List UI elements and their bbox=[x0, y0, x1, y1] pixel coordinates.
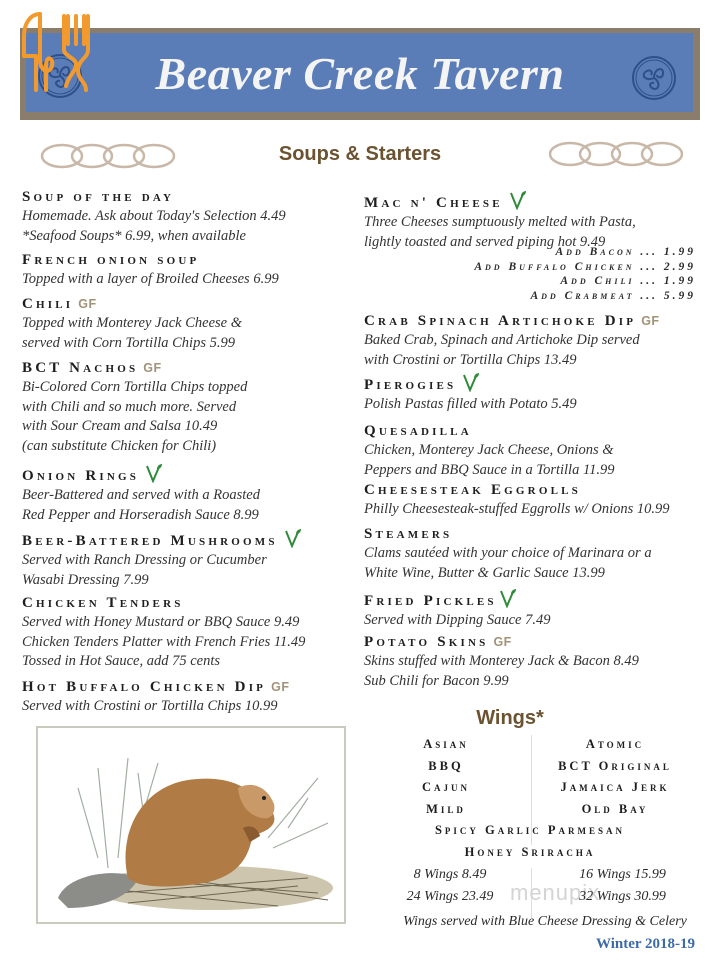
wing-price: 16 Wings 15.99 bbox=[579, 867, 666, 882]
vegetarian-leaf-icon bbox=[145, 463, 163, 483]
menu-item bbox=[364, 422, 704, 480]
addon-chili: Add Chili ... 1.99 bbox=[560, 275, 696, 287]
wing-price: 32 Wings 30.99 bbox=[579, 889, 666, 904]
item-description: Served with Dipping Sauce 7.49 bbox=[364, 612, 551, 628]
wing-flavor: Cajun bbox=[421, 780, 471, 794]
wing-prices-left bbox=[395, 864, 505, 908]
wing-flavor: Asian bbox=[423, 737, 469, 751]
item-name: Cheesesteak Eggrolls bbox=[364, 482, 581, 498]
item-name: Soup of the day bbox=[22, 189, 175, 205]
wing-flavor: Jamaica Jerk bbox=[560, 780, 670, 794]
gluten-free-badge: GF bbox=[493, 635, 512, 649]
wing-flavor: Atomic bbox=[585, 737, 645, 751]
wing-price: 24 Wings 23.49 bbox=[406, 889, 494, 904]
item-description: Baked Crab, Spinach and Artichoke Dip served with Crostini or Tortilla Chips 13.49 bbox=[364, 332, 640, 368]
wing-flavor: Old Bay bbox=[581, 801, 649, 816]
menu-item bbox=[364, 372, 704, 415]
item-description: Homemade. Ask about Today's Selection 4.49 *Seafood Soups* 6.99, when available bbox=[22, 208, 286, 244]
item-name: Quesadilla bbox=[364, 423, 472, 439]
menu-item bbox=[364, 190, 704, 252]
menu-item bbox=[364, 525, 704, 583]
item-description: Polish Pastas filled with Potato 5.49 bbox=[364, 396, 577, 412]
gluten-free-badge: GF bbox=[78, 297, 97, 311]
item-name: French onion soup bbox=[22, 252, 200, 268]
section-title-soups-starters: Soups & Starters bbox=[278, 143, 442, 165]
item-description: Chicken, Monterey Jack Cheese, Onions & Peppers and BBQ Sauce in a Tortilla 11.99 bbox=[364, 442, 615, 478]
wing-prices-right bbox=[560, 864, 685, 908]
vegetarian-leaf-icon bbox=[462, 372, 480, 392]
addon-list bbox=[400, 245, 696, 303]
wing-price: 8 Wings 8.49 bbox=[413, 867, 487, 882]
wing-flavor: Mild bbox=[426, 801, 466, 816]
item-description: Philly Cheesesteak-stuffed Eggrolls w/ Onions 10.99 bbox=[364, 501, 670, 517]
item-name: Fried Pickles bbox=[364, 593, 497, 609]
watermark: menupix bbox=[510, 880, 601, 905]
wing-flavor: Spicy Garlic Parmesan bbox=[434, 823, 626, 837]
item-description: Topped with Monterey Jack Cheese & served with Corn Tortilla Chips 5.99 bbox=[22, 315, 242, 351]
item-description: Clams sautéed with your choice of Marinara or a White Wine, Butter & Garlic Sauce 13.99 bbox=[364, 545, 652, 581]
menu-item bbox=[22, 188, 362, 246]
item-description: Beer-Battered and served with a Roasted Red Pepper and Horseradish Sauce 8.99 bbox=[22, 487, 260, 523]
item-description: Served with Crostini or Tortilla Chips 10.99 bbox=[22, 698, 278, 714]
item-description: Skins stuffed with Monterey Jack & Bacon 8.49 Sub Chili for Bacon 9.99 bbox=[364, 653, 639, 689]
menu-item bbox=[22, 678, 362, 717]
menu-item bbox=[22, 295, 362, 353]
restaurant-name: Beaver Creek Tavern bbox=[155, 48, 565, 99]
wing-flavors-left bbox=[396, 734, 496, 820]
item-name: Chicken Tenders bbox=[22, 595, 184, 611]
item-description: Topped with a layer of Broiled Cheeses 6.99 bbox=[22, 271, 279, 287]
gluten-free-badge: GF bbox=[641, 314, 660, 328]
beaver-illustration-frame bbox=[36, 726, 346, 924]
wing-flavors-right bbox=[540, 734, 690, 820]
menu-item bbox=[22, 359, 362, 456]
item-name: Pierogies bbox=[364, 377, 457, 393]
item-name: BCT Nachos bbox=[22, 360, 139, 376]
item-name: Hot Buffalo Chicken Dip bbox=[22, 679, 267, 695]
menu-item bbox=[364, 588, 704, 631]
beaver-illustration bbox=[38, 728, 344, 922]
item-description: Three Cheeses sumptuously melted with Pasta, lightly toasted and served piping hot 9.49 bbox=[364, 214, 636, 250]
gluten-free-badge: GF bbox=[143, 361, 162, 375]
menu-item bbox=[22, 251, 362, 290]
addon-buffalo-chicken: Add Buffalo Chicken ... 2.99 bbox=[474, 260, 696, 273]
section-title-wings: Wings* bbox=[476, 707, 544, 729]
item-name: Crab Spinach Artichoke Dip bbox=[364, 313, 637, 329]
addon-bacon: Add Bacon ... 1.99 bbox=[555, 246, 696, 258]
item-description: Served with Ranch Dressing or Cucumber Wasabi Dressing 7.99 bbox=[22, 552, 267, 588]
menu-item bbox=[22, 463, 362, 525]
vegetarian-leaf-icon bbox=[284, 528, 302, 548]
item-name: Mac n' Cheese bbox=[364, 195, 503, 211]
menu-item bbox=[364, 481, 709, 520]
season-label: Winter 2018-19 bbox=[596, 936, 696, 952]
celtic-knot-icon-left bbox=[40, 141, 176, 171]
vegetarian-leaf-icon bbox=[499, 588, 517, 608]
item-name: Potato Skins bbox=[364, 634, 489, 650]
wing-flavors-center bbox=[400, 820, 660, 863]
gluten-free-badge: GF bbox=[271, 680, 290, 694]
wing-flavor: BBQ bbox=[428, 758, 464, 773]
item-description: Served with Honey Mustard or BBQ Sauce 9.49 Chicken Tenders Platter with French Fries 11.49 Tossed in Hot Sauce, add 75 cents bbox=[22, 614, 306, 669]
item-description: Bi-Colored Corn Tortilla Chips topped with Chili and so much more. Served with Sour Cream and Salsa 10.49 (can substitute Chicken for Chili) bbox=[22, 379, 248, 454]
wings-note: Wings served with Blue Cheese Dressing & Celery bbox=[403, 914, 687, 929]
item-name: Steamers bbox=[364, 526, 453, 542]
celtic-knot-icon-right bbox=[548, 139, 684, 169]
wing-flavor: Honey Sriracha bbox=[464, 844, 596, 859]
vegetarian-leaf-icon bbox=[509, 190, 527, 210]
item-name: Beer-Battered Mushrooms bbox=[22, 533, 278, 549]
item-name: Chili bbox=[22, 296, 74, 312]
addon-crabmeat: Add Crabmeat ... 5.99 bbox=[530, 289, 696, 302]
wing-flavor: BCT Original bbox=[558, 758, 672, 773]
menu-item bbox=[364, 633, 704, 691]
menu-item bbox=[22, 528, 362, 590]
item-name: Onion Rings bbox=[22, 468, 140, 484]
menu-item bbox=[22, 594, 367, 672]
menu-item bbox=[364, 312, 704, 370]
